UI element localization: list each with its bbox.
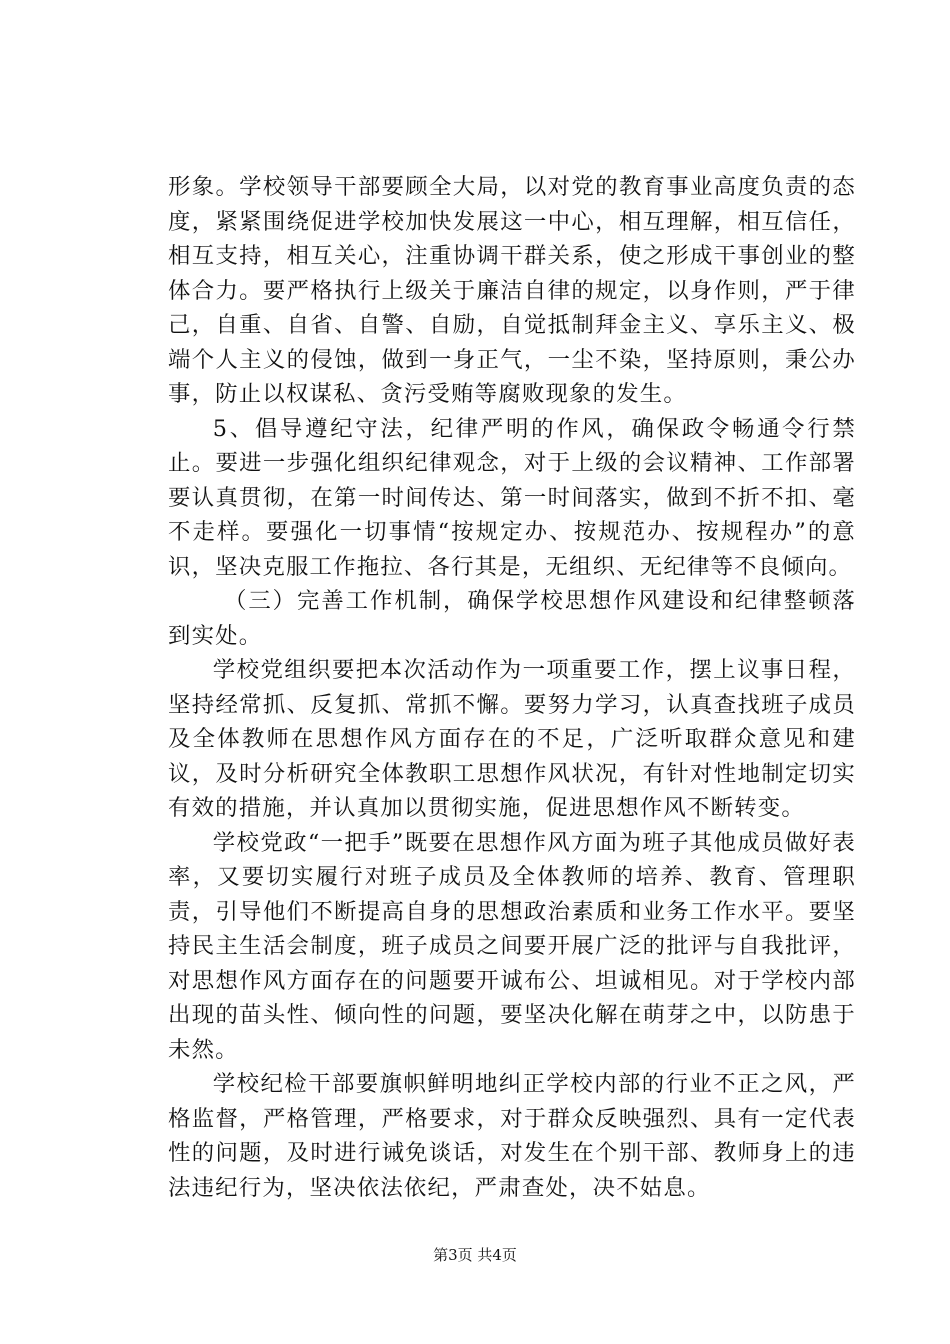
paragraph-item-5: 5、倡导遵纪守法，纪律严明的作风，确保政令畅通令行禁止。要进一步强化组织纪律观念，对于上级的会议精神、工作部署要认真贯彻，在第一时间传达、第一时间落实，做到不折不扣、毫不走样。要强化一切事情“按规定办、按规范办、按规程办”的意识，坚决克服工作拖拉、各行其是，无组织、无纪律等不良倾向。 [168,415,856,580]
paragraph-party-organization: 学校党组织要把本次活动作为一项重要工作，摆上议事日程，坚持经常抓、反复抓、常抓不懈。要努力学习，认真查找班子成员及全体教师在思想作风方面存在的不足，广泛听取群众意见和建议，及时分析研究全体教职工思想作风状况，有针对性地制定切实有效的措施，并认真加以贯彻实施，促进思想作风不断转变。 [168,657,856,821]
paragraph-continuation: 形象。学校领导干部要顾全大局，以对党的教育事业高度负责的态度，紧紧围绕促进学校加快发展这一中心，相互理解，相互信任，相互支持，相互关心，注重协调干群关系，使之形成干事创业的整体合力。要严格执行上级关于廉洁自律的规定，以身作则，严于律己，自重、自省、自警、自励，自觉抵制拜金主义、享乐主义、极端个人主义的侵蚀，做到一身正气，一尘不染，坚持原则，秉公办事，防止以权谋私、贪污受贿等腐败现象的发生。 [168,174,856,407]
page-number-footer: 第3页 共4页 [433,1246,517,1264]
document-body [168,170,856,1205]
section-heading-3: （三）完善工作机制，确保学校思想作风建设和纪律整顿落到实处。 [168,588,856,649]
paragraph-leadership: 学校党政“一把手”既要在思想作风方面为班子其他成员做好表率，又要切实履行对班子成员及全体教师的培养、教育、管理职责，引导他们不断提高自身的思想政治素质和业务工作水平。要坚持民主生活会制度，班子成员之间要开展广泛的批评与自我批评，对思想作风方面存在的问题要开诚布公、坦诚相见。对于学校内部出现的苗头性、倾向性的问题，要坚决化解在萌芽之中，以防患于未然。 [168,829,856,1063]
paragraph-discipline-inspection: 学校纪检干部要旗帜鲜明地纠正学校内部的行业不正之风，严格监督，严格管理，严格要求，对于群众反映强烈、具有一定代表性的问题，及时进行诫免谈话，对发生在个别干部、教师身上的违法违纪行为，坚决依法依纪，严肃查处，决不姑息。 [168,1071,856,1201]
